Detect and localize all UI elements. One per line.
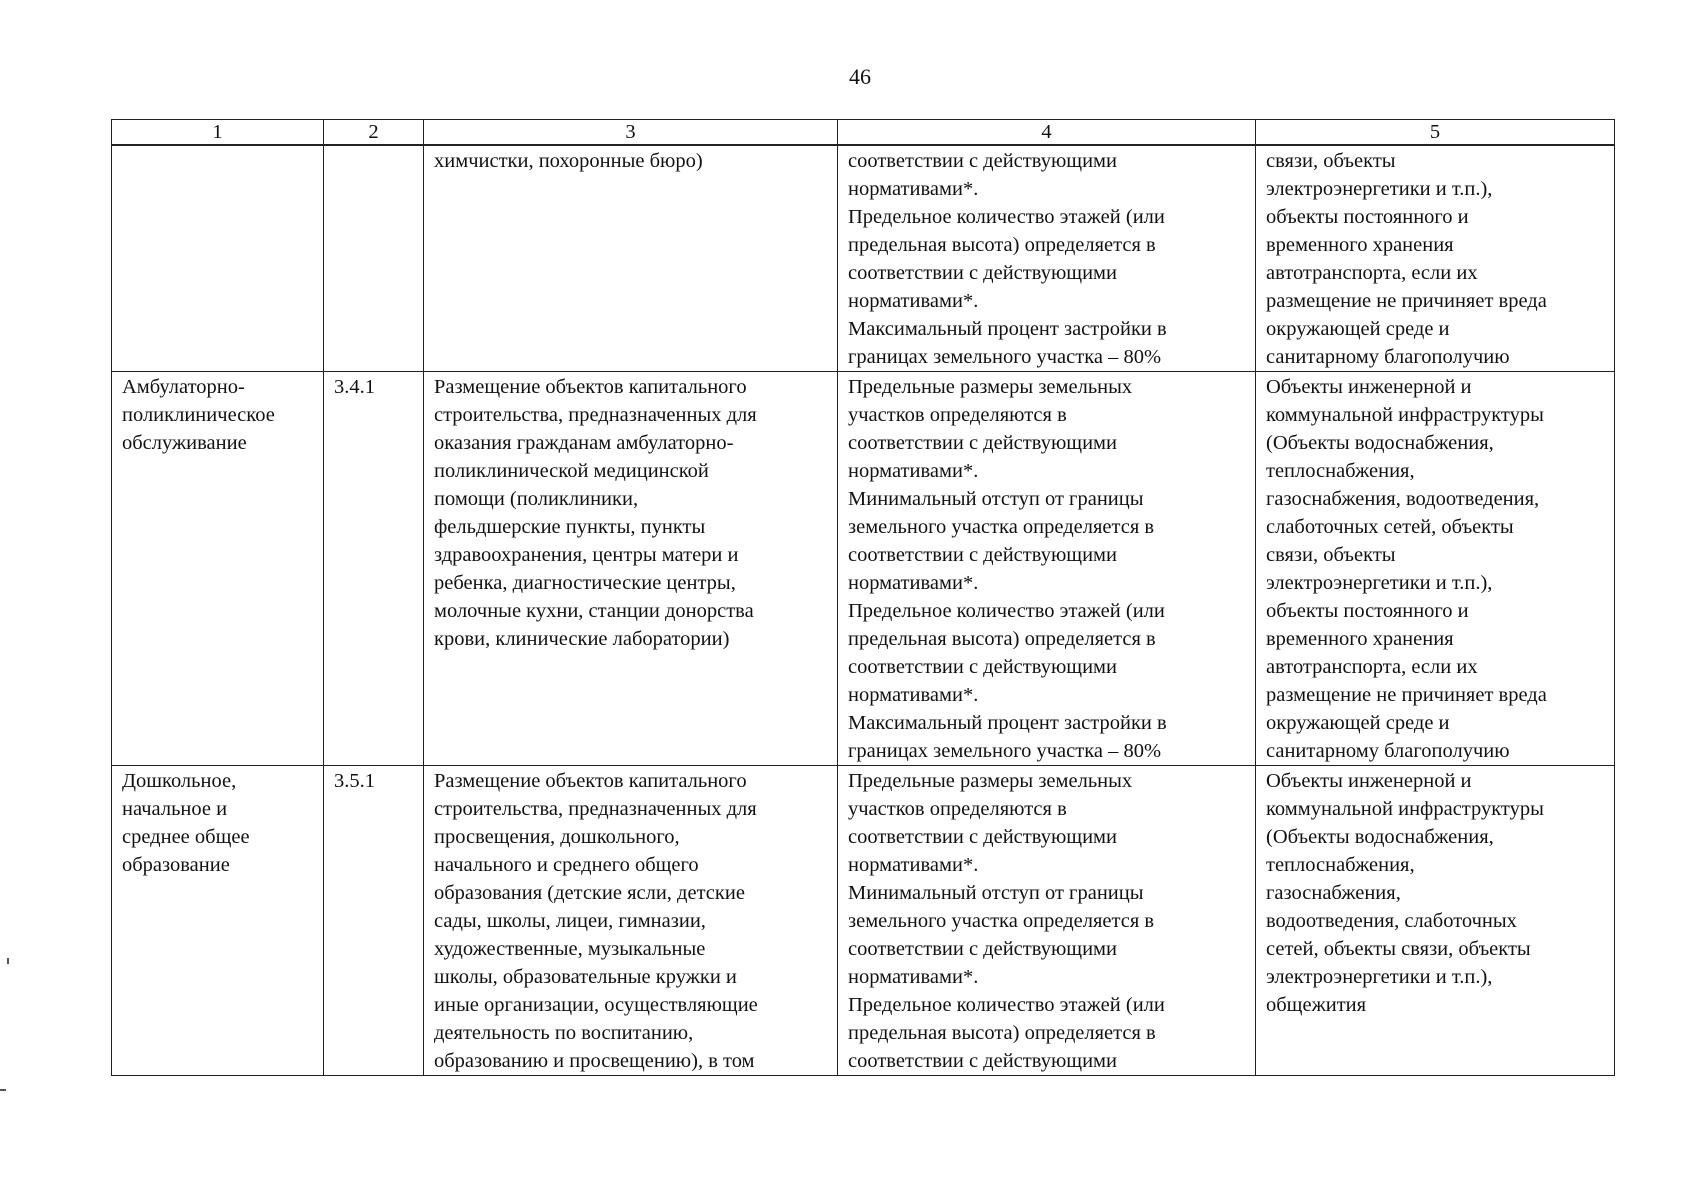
land-use-parameters-cell: Предельные размеры земельных участков определяются в соответствии с действующими нормативами*. Минимальный отступ от границы земельного участка определяется в соответствии с действующими нормативами*. Предельное количество этажей (или предельная высота) определяется в соответствии с действующими <box>838 766 1256 1076</box>
land-use-code-cell: 3.4.1 <box>324 372 424 766</box>
land-use-parameters-cell: Предельные размеры земельных участков определяются в соответствии с действующими нормативами*. Минимальный отступ от границы земельного участка определяется в соответствии с действующими нормативами*. Предельное количество этажей (или предельная высота) определяется в соответствии с действующими нормативами*. Максимальный процент застройки в границах земельного участка – 80% <box>838 372 1256 766</box>
table-header-row <box>112 120 1615 146</box>
land-use-name-cell: Амбулаторно- поликлиническое обслуживание <box>112 372 324 766</box>
header-cell-5: 5 <box>1256 120 1615 146</box>
land-use-description-cell: Размещение объектов капитального строительства, предназначенных для просвещения, дошкольного, начального и среднего общего образования (детские ясли, детские сады, школы, лицеи, гимназии, художественные, музыкальные школы, образовательные кружки и иные организации, осуществляющие деятельность по воспитанию, образованию и просвещению), в том <box>424 766 838 1076</box>
land-use-description-cell: химчистки, похоронные бюро) <box>424 145 838 372</box>
land-use-parameters-cell: соответствии с действующими нормативами*. Предельное количество этажей (или предельная высота) определяется в соответствии с действующими нормативами*. Максимальный процент застройки в границах земельного участка – 80% <box>838 145 1256 372</box>
auxiliary-uses-cell: связи, объекты электроэнергетики и т.п.), объекты постоянного и временного хранения автотранспорта, если их размещение не причиняет вреда окружающей среде и санитарному благополучию <box>1256 145 1615 372</box>
auxiliary-uses-cell: Объекты инженерной и коммунальной инфраструктуры (Объекты водоснабжения, теплоснабжения, газоснабжения, водоотведения, слаботочных сетей, объекты связи, объекты электроэнергетики и т.п.), объекты постоянного и временного хранения автотранспорта, если их размещение не причиняет вреда окружающей среде и санитарному благополучию <box>1256 372 1615 766</box>
land-use-code-cell <box>324 145 424 372</box>
page-number: 46 <box>849 64 871 89</box>
scan-edge-mark <box>7 958 9 964</box>
auxiliary-uses-cell: Объекты инженерной и коммунальной инфраструктуры (Объекты водоснабжения, теплоснабжения, газоснабжения, водоотведения, слаботочных сетей, объекты связи, объекты электроэнергетики и т.п.), общежития <box>1256 766 1615 1076</box>
land-use-table <box>111 119 1615 1076</box>
land-use-description-cell: Размещение объектов капитального строительства, предназначенных для оказания гражданам амбулаторно- поликлинической медицинской помощи (поликлиники, фельдшерские пункты, пункты здравоохранения, центры матери и ребенка, диагностические центры, молочные кухни, станции донорства крови, клинические лаборатории) <box>424 372 838 766</box>
header-cell-1: 1 <box>112 120 324 146</box>
scan-edge-mark <box>0 1089 6 1091</box>
table-row <box>112 766 1615 1076</box>
land-use-code-cell: 3.5.1 <box>324 766 424 1076</box>
land-use-name-cell: Дошкольное, начальное и среднее общее образование <box>112 766 324 1076</box>
table-row <box>112 145 1615 372</box>
land-use-name-cell <box>112 145 324 372</box>
header-cell-2: 2 <box>324 120 424 146</box>
table-row <box>112 372 1615 766</box>
header-cell-4: 4 <box>838 120 1256 146</box>
header-cell-3: 3 <box>424 120 838 146</box>
